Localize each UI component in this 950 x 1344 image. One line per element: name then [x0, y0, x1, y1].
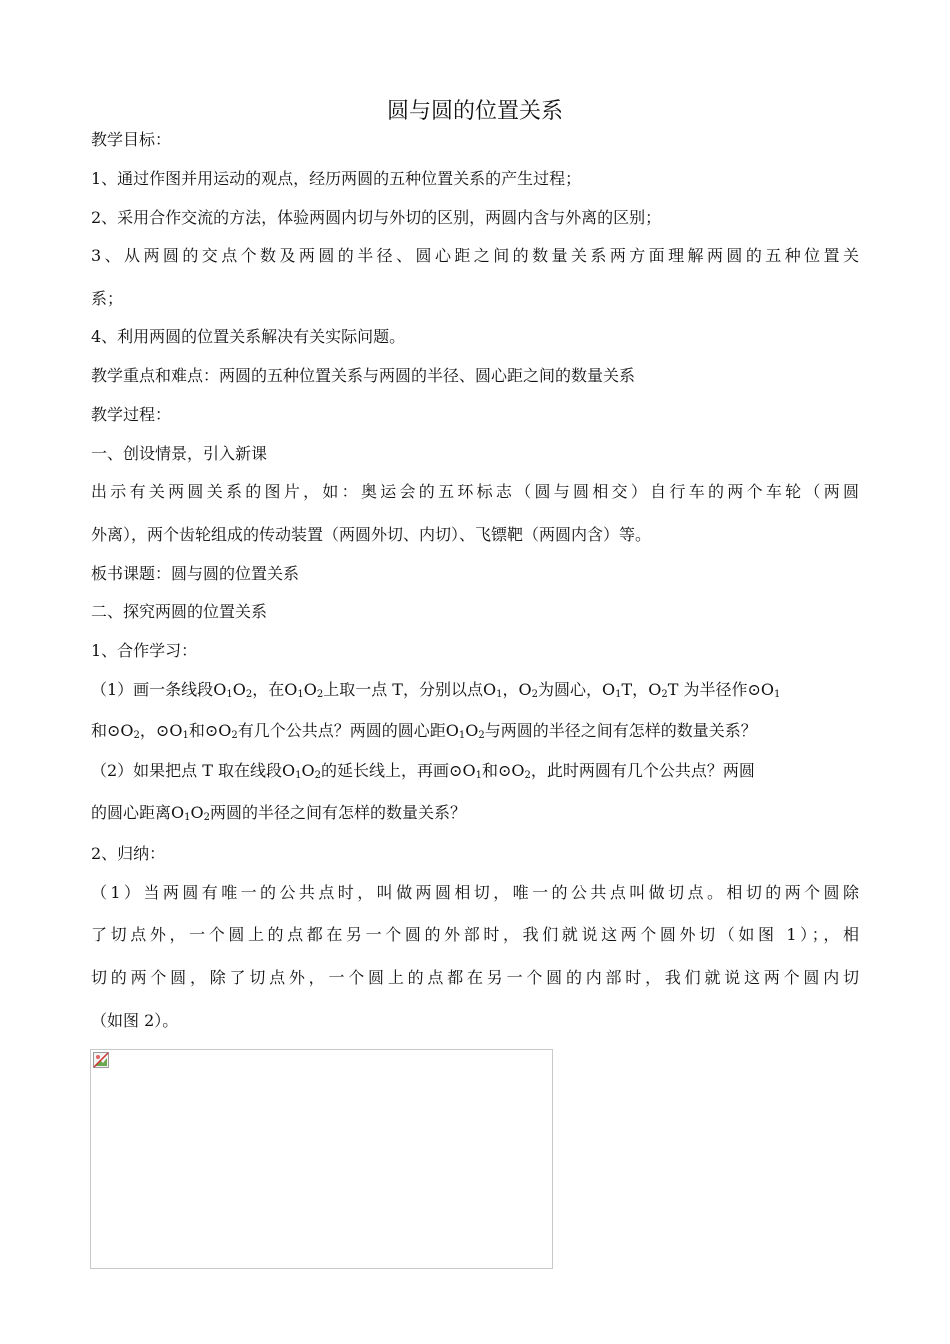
question-1-line-1: （1）画一条线段$O_1O_2$，在$O_1O_2$上取一点 T，分别以点$O_1$，$O_2$为圆心，$O_1T$，$O_2T$ 为半径作$⊙O_1$	[91, 680, 781, 700]
page-title: 圆与圆的位置关系	[386, 99, 563, 124]
section-heading: 一、创设情景，引入新课	[91, 444, 268, 463]
objective-item: 2、采用合作交流的方法，体验两圆内切与外切的区别，两圆内含与外离的区别；	[91, 208, 662, 227]
objective-item: 3、从两圆的交点个数及两圆的半径、圆心距之间的数量关系两方面理解两圆的五种位置关	[91, 246, 859, 265]
paragraph-line: （如图 2）。	[91, 1011, 179, 1030]
broken-image-icon	[93, 1052, 109, 1068]
paragraph-line: 了切点外，一个圆上的点都在另一个圆的外部时，我们就说这两个圆外切（如图 1）；，相	[91, 925, 859, 944]
subsection-heading: 2、归纳：	[91, 844, 166, 863]
process-heading: 教学过程：	[91, 405, 172, 424]
paragraph-line: （1）当两圆有唯一的公共点时，叫做两圆相切，唯一的公共点叫做切点。相切的两个圆除	[91, 883, 859, 902]
question-2-line-2: 的圆心距离$O_1O_2$两圆的半径之间有怎样的数量关系？	[91, 803, 467, 823]
objective-item: 1、通过作图并用运动的观点，经历两圆的五种位置关系的产生过程；	[91, 169, 582, 188]
question-1-line-2: 和$⊙O_2$，$⊙O_1$和$⊙O_2$有几个公共点？两圆的圆心距$O_1O_2$与两圆的半径之间有怎样的数量关系？	[91, 721, 757, 741]
question-2-line-1: （2）如果把点 T 取在线段$O_1O_2$的延长线上，再画$⊙O_1$和$⊙O_2$，此时两圆有几个公共点？两圆	[91, 761, 755, 781]
paragraph-line: 切的两个圆，除了切点外，一个圆上的点都在另一个圆的内部时，我们就说这两个圆内切	[91, 968, 859, 987]
objective-item: 4、利用两圆的位置关系解决有关实际问题。	[91, 327, 406, 346]
board-title: 板书课题：圆与圆的位置关系	[91, 564, 300, 583]
objectives-heading: 教学目标：	[91, 130, 172, 149]
key-points: 教学重点和难点：两圆的五种位置关系与两圆的半径、圆心距之间的数量关系	[91, 366, 636, 385]
subsection-heading: 1、合作学习：	[91, 641, 198, 660]
paragraph-line: 出示有关两圆关系的图片，如：奥运会的五环标志（圆与圆相交）自行车的两个车轮（两圆	[91, 482, 859, 501]
paragraph-line: 外离），两个齿轮组成的传动装置（两圆外切、内切）、飞镖靶（两圆内含）等。	[91, 525, 652, 544]
section-heading: 二、探究两圆的位置关系	[91, 602, 268, 621]
objective-item-cont: 系；	[91, 289, 124, 308]
figure-placeholder	[90, 1049, 553, 1269]
